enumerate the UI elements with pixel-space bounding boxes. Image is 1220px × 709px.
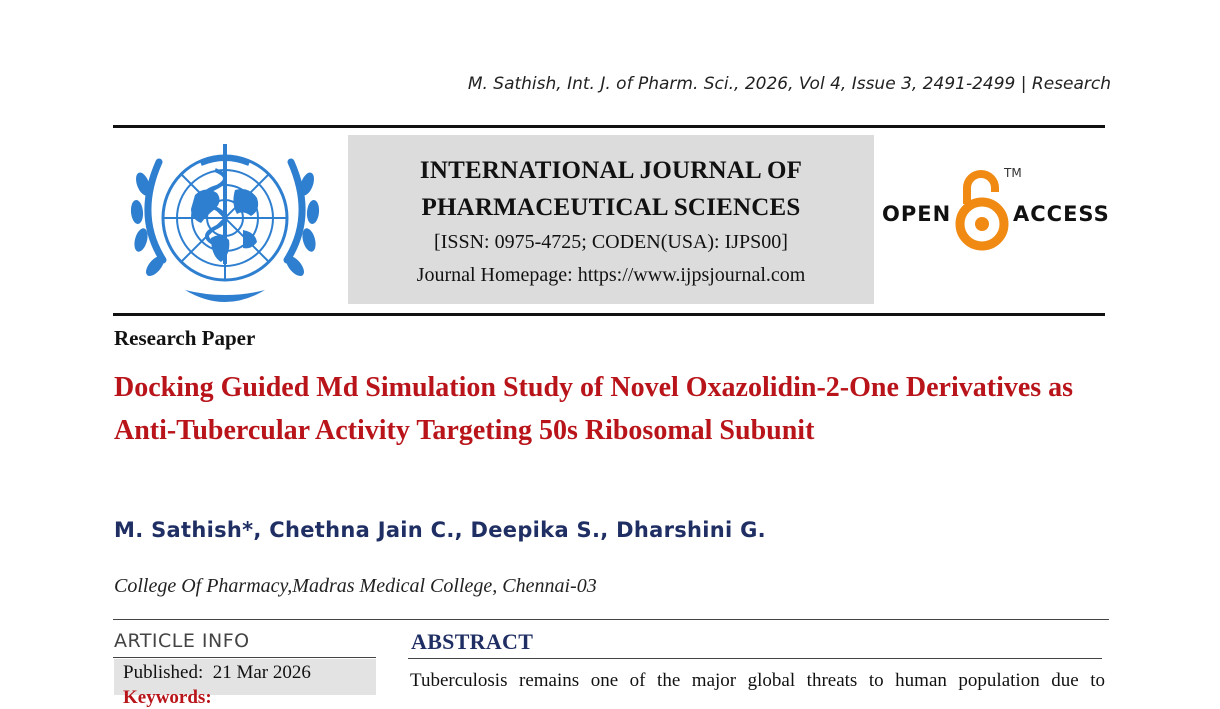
article-info-panel (114, 659, 376, 708)
section-divider (113, 619, 1109, 620)
paper-title: Docking Guided Md Simulation Study of Novel Oxazolidin-2-One Derivatives as Anti-Tubercular Activity Targeting 50s Ribosomal Subunit (114, 372, 1074, 446)
affiliation: College Of Pharmacy,Madras Medical College, Chennai-03 (114, 575, 597, 597)
running-header: M. Sathish, Int. J. of Pharm. Sci., 2026, Vol 4, Issue 3, 2491-2499 | Research (467, 74, 1111, 94)
published-line (123, 662, 311, 684)
header-rule-top (113, 125, 1105, 128)
open-access-open-text: OPEN (882, 202, 952, 226)
journal-title-line-2: PHARMACEUTICAL SCIENCES (421, 194, 801, 221)
published-date: 21 Mar 2026 (212, 662, 311, 683)
article-type-label: Research Paper (114, 326, 256, 350)
keywords-label: Keywords: (123, 687, 212, 708)
abstract-heading: ABSTRACT (411, 629, 534, 654)
journal-emblem-icon (125, 140, 325, 306)
open-access-logo (880, 160, 1110, 252)
journal-masthead (348, 135, 874, 304)
abstract-text: Tuberculosis remains one of the major global threats to human population due to (410, 670, 1105, 691)
open-access-access-text: ACCESS (1013, 202, 1110, 226)
published-label: Published: (123, 662, 204, 683)
open-access-lock-icon (953, 166, 1011, 252)
article-info-rule (113, 657, 376, 658)
journal-homepage[interactable]: Journal Homepage: https://www.ijpsjournal.com (416, 264, 806, 286)
author-list: M. Sathish*, Chethna Jain C., Deepika S., Dharshini G. (114, 518, 766, 542)
journal-title (348, 152, 874, 226)
abstract-rule (408, 658, 1102, 659)
journal-title-line-1: INTERNATIONAL JOURNAL OF (419, 157, 803, 184)
open-access-trademark: TM (1004, 166, 1022, 180)
article-info-heading: ARTICLE INFO (114, 630, 250, 652)
journal-issn: [ISSN: 0975-4725; CODEN(USA): IJPS00] (434, 231, 788, 253)
header-rule-bottom (113, 313, 1105, 316)
